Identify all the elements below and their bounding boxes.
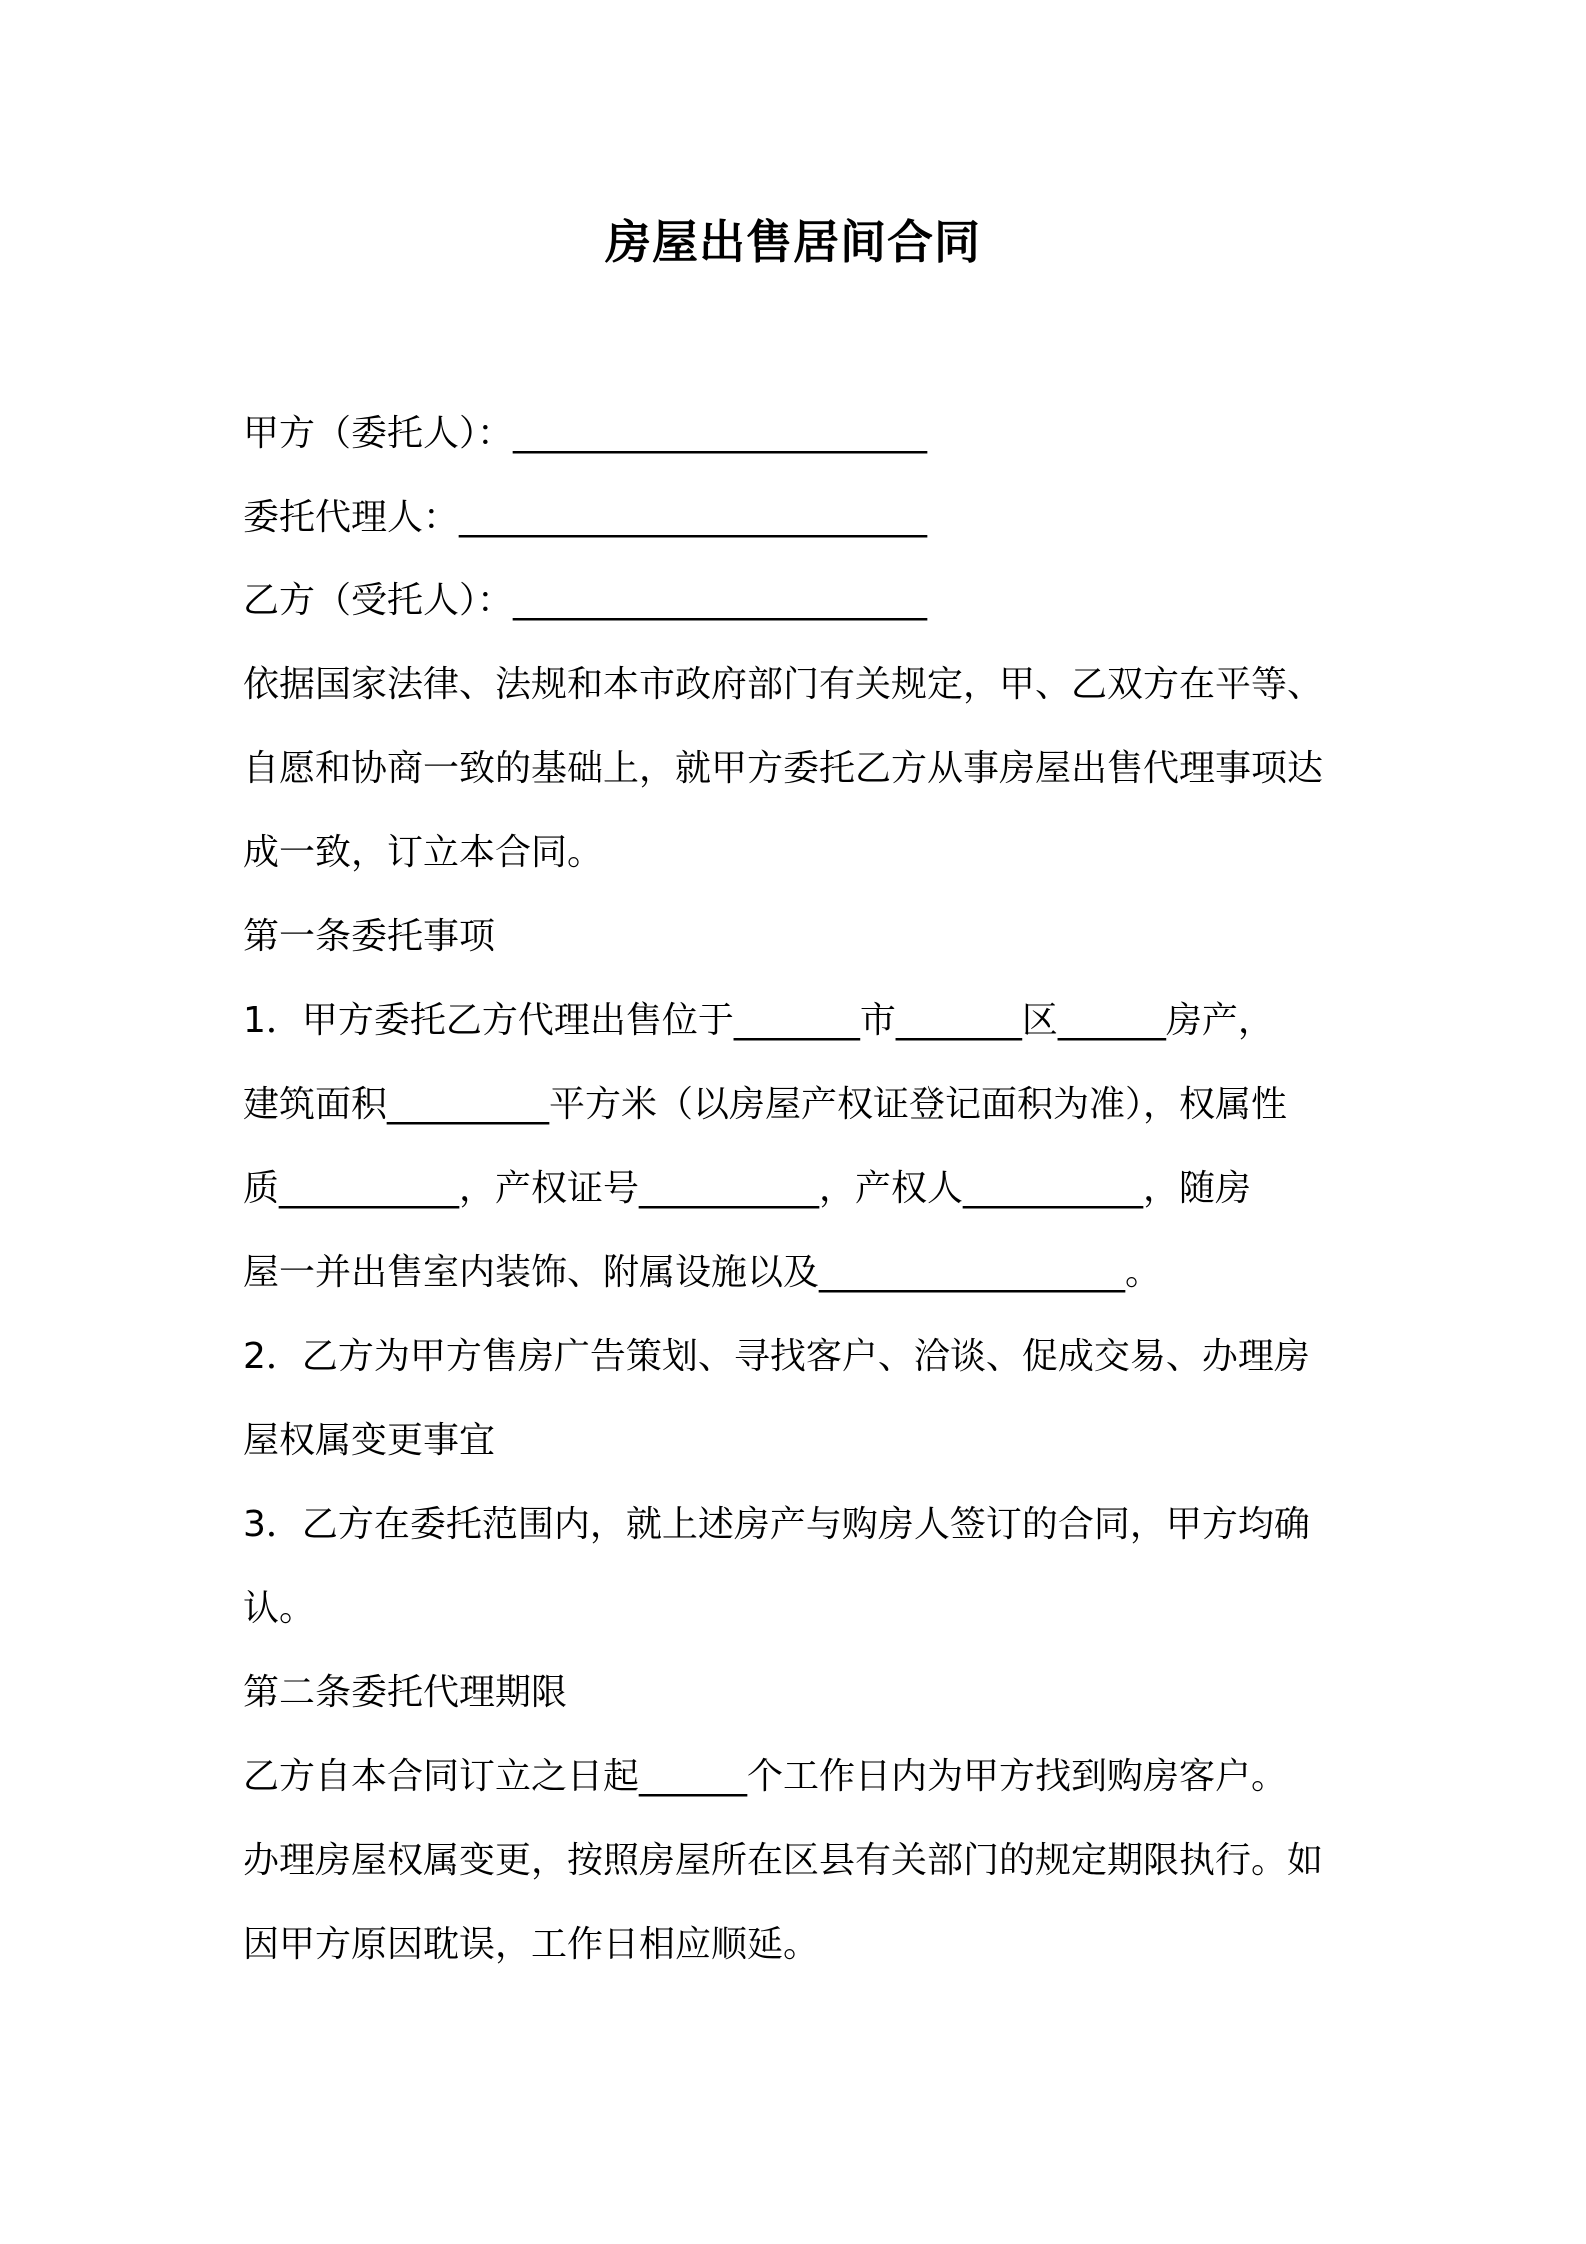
clause-1-line-1: 1．甲方委托乙方代理出售位于_______市_______区______房产，: [243, 1000, 1274, 1041]
agent-line: 委托代理人：__________________________: [243, 497, 928, 538]
article-2-heading: 第二条委托代理期限: [243, 1672, 568, 1713]
clause-1-line-4: 屋一并出售室内装饰、附属设施以及_________________。: [243, 1252, 1162, 1293]
clause-3-line-1: 3．乙方在委托范围内，就上述房产与购房人签订的合同，甲方均确: [243, 1504, 1310, 1545]
term-line-1: 乙方自本合同订立之日起______个工作日内为甲方找到购房客户。: [243, 1756, 1288, 1797]
preamble-line-1: 依据国家法律、法规和本市政府部门有关规定，甲、乙双方在平等、: [243, 664, 1324, 705]
clause-2-line-2: 屋权属变更事宜: [243, 1420, 496, 1461]
term-line-3: 因甲方原因耽误，工作日相应顺延。: [243, 1924, 820, 1965]
document-title: 房屋出售居间合同: [605, 215, 981, 269]
preamble-line-2: 自愿和协商一致的基础上，就甲方委托乙方从事房屋出售代理事项达: [243, 748, 1324, 789]
preamble-line-3: 成一致，订立本合同。: [243, 832, 604, 873]
party-a-line: 甲方（委托人）：_______________________: [243, 413, 928, 454]
clause-1-line-2: 建筑面积_________平方米（以房屋产权证登记面积为准），权属性: [243, 1084, 1288, 1125]
clause-1-line-3: 质__________，产权证号__________，产权人__________，随房: [243, 1168, 1252, 1209]
article-1-heading: 第一条委托事项: [243, 916, 496, 957]
party-b-line: 乙方（受托人）：_______________________: [243, 580, 928, 621]
term-line-2: 办理房屋权属变更，按照房屋所在区县有关部门的规定期限执行。如: [243, 1840, 1324, 1881]
clause-3-line-2: 认。: [243, 1588, 316, 1629]
clause-2-line-1: 2．乙方为甲方售房广告策划、寻找客户、洽谈、促成交易、办理房: [243, 1336, 1310, 1377]
